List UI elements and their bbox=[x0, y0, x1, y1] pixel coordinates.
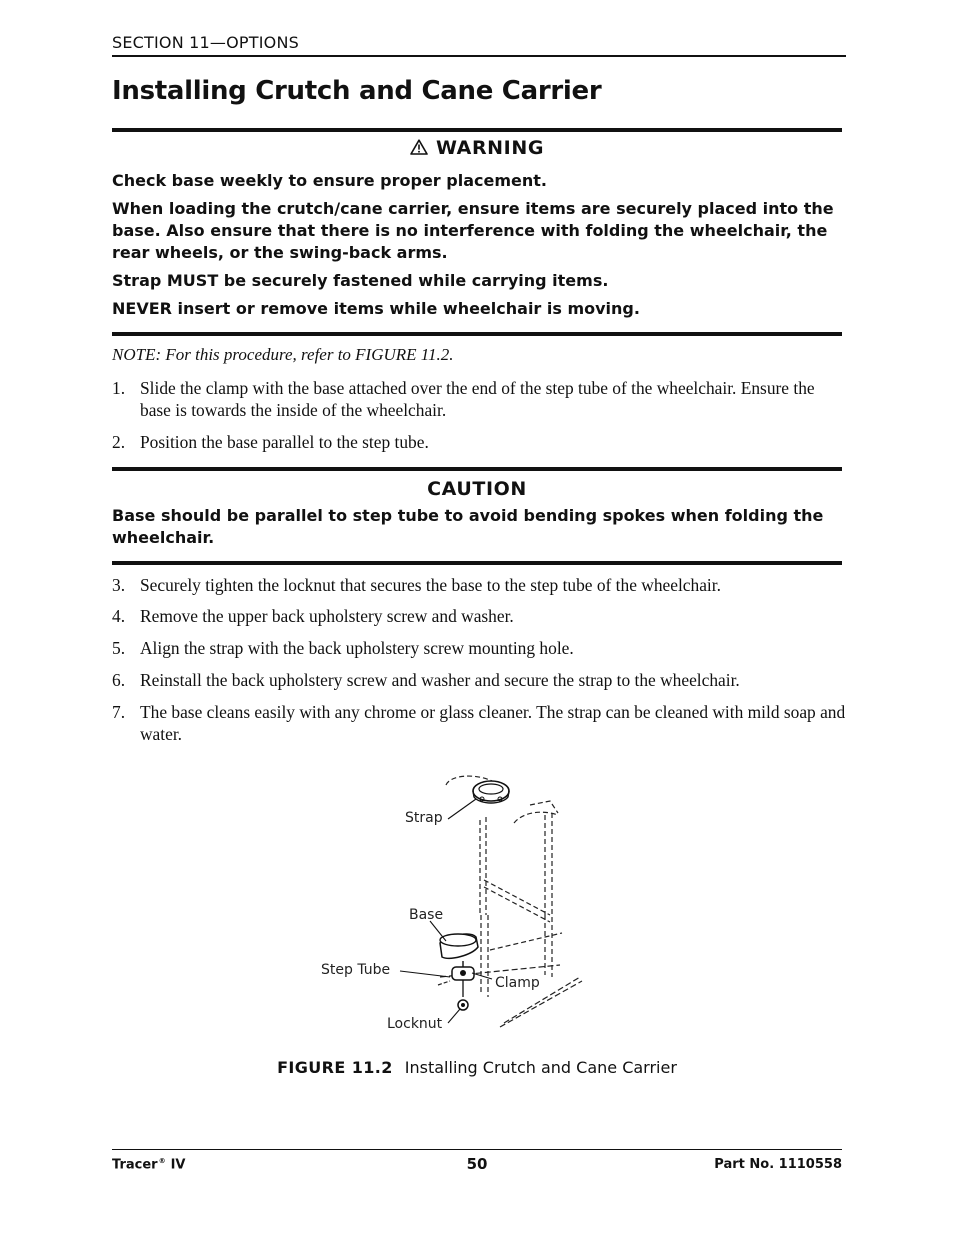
page-title: Installing Crutch and Cane Carrier bbox=[112, 76, 602, 106]
strap-callout: Strap bbox=[405, 810, 443, 826]
caution-heading: CAUTION bbox=[427, 478, 527, 500]
step-number: 2. bbox=[112, 432, 126, 452]
warning-top-rule bbox=[112, 128, 842, 132]
footer-product-model: IV bbox=[170, 1157, 186, 1173]
footer-product-name: Tracer bbox=[112, 1157, 158, 1173]
warning-line-1: Check base weekly to ensure proper placement. bbox=[112, 171, 547, 190]
part-number: Part No. 1110558 bbox=[714, 1157, 842, 1172]
warning-line-2: When loading the crutch/cane carrier, ensure items are securely placed into the base. Also ensure that there is no interference with folding the wheelchair, the rear wheels, or the swing-back arms. bbox=[112, 199, 834, 262]
figure-caption-text: Installing Crutch and Cane Carrier bbox=[404, 1058, 677, 1077]
step-text: Align the strap with the back upholstery screw mounting hole. bbox=[140, 638, 574, 658]
strap-part bbox=[473, 781, 509, 803]
step-tube-callout: Step Tube bbox=[321, 962, 391, 978]
step-item bbox=[112, 669, 847, 691]
step-text: Slide the clamp with the base attached over the end of the step tube of the wheelchair. Ensure the base is towards the inside of the wheelchair. bbox=[140, 378, 815, 420]
section-header: SECTION 11—OPTIONS bbox=[112, 33, 299, 52]
caution-bottom-rule bbox=[112, 561, 842, 565]
warning-triangle-icon bbox=[410, 137, 428, 159]
header-rule bbox=[112, 55, 846, 57]
warning-heading-label: WARNING bbox=[435, 137, 545, 159]
warning-line-3: Strap MUST be securely fastened while carrying items. bbox=[112, 271, 609, 290]
warning-bottom-rule bbox=[112, 332, 842, 336]
step-number: 3. bbox=[112, 575, 126, 595]
step-text: The base cleans easily with any chrome or glass cleaner. The strap can be cleaned with mild soap and water. bbox=[140, 702, 846, 744]
figure-caption-label: FIGURE 11.2 bbox=[277, 1058, 393, 1077]
step-item bbox=[112, 637, 847, 659]
locknut-part bbox=[458, 980, 468, 1010]
step-number: 7. bbox=[112, 702, 126, 722]
caution-text: Base should be parallel to step tube to avoid bending spokes when folding the wheelchair. bbox=[112, 506, 824, 547]
step-text: Securely tighten the locknut that secures the base to the step tube of the wheelchair. bbox=[140, 575, 721, 595]
warning-line-4: NEVER insert or remove items while wheelchair is moving. bbox=[112, 299, 640, 318]
footer-rule bbox=[112, 1149, 842, 1150]
step-number: 4. bbox=[112, 606, 126, 626]
base-callout: Base bbox=[409, 907, 444, 923]
step-item bbox=[112, 605, 847, 627]
registered-mark: ® bbox=[158, 1157, 166, 1165]
crutch-carrier-illustration bbox=[300, 765, 600, 1045]
step-item bbox=[112, 574, 847, 596]
locknut-callout: Locknut bbox=[387, 1016, 443, 1032]
caution-top-rule bbox=[112, 467, 842, 471]
step-number: 5. bbox=[112, 638, 126, 658]
clamp-part bbox=[452, 961, 474, 980]
base-part bbox=[440, 934, 478, 958]
step-text: Remove the upper back upholstery screw and washer. bbox=[140, 606, 514, 626]
step-item bbox=[112, 701, 847, 745]
figure-caption bbox=[0, 1058, 954, 1077]
step-text: Position the base parallel to the step tube. bbox=[140, 432, 429, 452]
clamp-callout: Clamp bbox=[495, 975, 540, 991]
step-number: 1. bbox=[112, 378, 126, 398]
page-number: 50 bbox=[466, 1155, 488, 1173]
procedure-note: NOTE: For this procedure, refer to FIGURE 11.2. bbox=[112, 345, 454, 364]
step-text: Reinstall the back upholstery screw and washer and secure the strap to the wheelchair. bbox=[140, 670, 740, 690]
step-number: 6. bbox=[112, 670, 126, 690]
step-item bbox=[112, 377, 847, 421]
step-item bbox=[112, 431, 847, 453]
warning-heading bbox=[112, 137, 842, 159]
